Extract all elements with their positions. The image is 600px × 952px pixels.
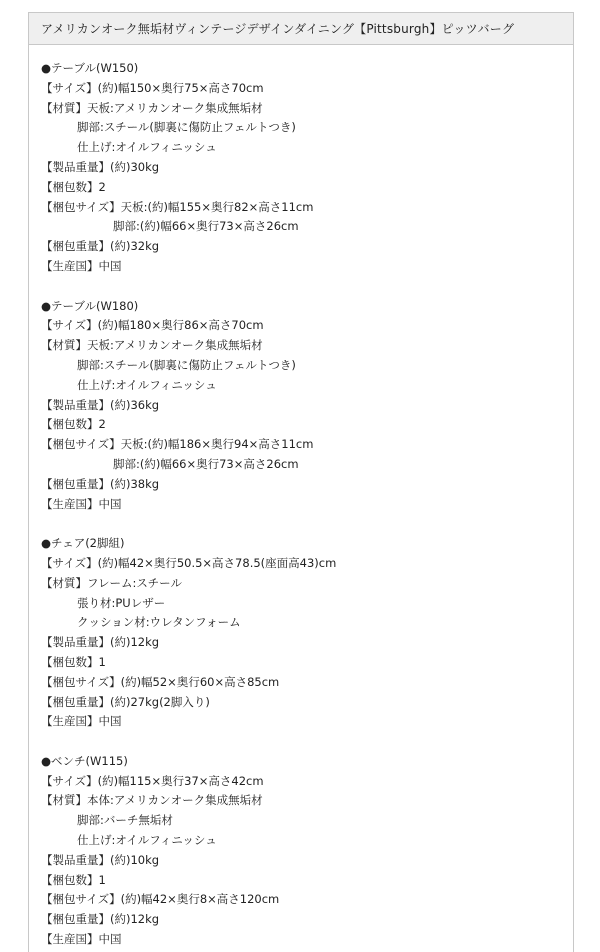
spec-line: 脚部:(約)幅66×奥行73×高さ26cm [113, 456, 299, 471]
spec-line: 仕上げ:オイルフィニッシュ [77, 833, 217, 848]
spec-line: 【梱包サイズ】(約)幅42×奥行8×高さ120cm [41, 892, 280, 907]
spec-line: 【梱包重量】(約)27kg(2脚入り) [41, 694, 210, 709]
section-title: ●チェア(2脚組) [41, 536, 125, 551]
spec-line: 脚部:スチール(脚裏に傷防止フェルトつき) [77, 120, 296, 135]
spec-line: クッション材:ウレタンフォーム [77, 615, 241, 630]
spec-line: 【梱包サイズ】天板:(約)幅155×奥行82×高さ11cm [41, 199, 314, 214]
spec-line: 【生産国】中国 [41, 932, 122, 947]
spec-header [29, 13, 573, 45]
spec-section [41, 297, 573, 515]
spec-body [29, 45, 573, 950]
spec-line: 【生産国】中国 [41, 496, 122, 511]
spec-line: 【生産国】中国 [41, 258, 122, 273]
spec-section [41, 59, 573, 277]
spec-line: 仕上げ:オイルフィニッシュ [77, 140, 217, 155]
spec-line: 【梱包サイズ】(約)幅52×奥行60×高さ85cm [41, 674, 280, 689]
spec-line: 【製品重量】(約)12kg [41, 635, 160, 650]
spec-section [41, 752, 573, 950]
spec-panel [28, 12, 574, 952]
spec-line: 【製品重量】(約)36kg [41, 397, 160, 412]
section-title: ●テーブル(W150) [41, 61, 139, 75]
spec-section [41, 534, 573, 732]
product-title: アメリカンオーク無垢材ヴィンテージデザインダイニング【Pittsburgh】ピッツバーグ [41, 22, 515, 36]
spec-line: 【梱包数】1 [41, 654, 106, 669]
spec-line: 【サイズ】(約)幅150×奥行75×高さ70cm [41, 80, 264, 95]
spec-line: 【梱包数】2 [41, 417, 106, 432]
spec-line: 【梱包数】1 [41, 872, 106, 887]
spec-line: 【梱包サイズ】天板:(約)幅186×奥行94×高さ11cm [41, 437, 314, 452]
spec-line: 【梱包重量】(約)32kg [41, 239, 160, 254]
spec-line: 【材質】本体:アメリカンオーク集成無垢材 [41, 793, 263, 808]
spec-line: 仕上げ:オイルフィニッシュ [77, 377, 217, 392]
spec-line: 【製品重量】(約)10kg [41, 852, 160, 867]
spec-line: 脚部:(約)幅66×奥行73×高さ26cm [113, 219, 299, 234]
section-title: ●ベンチ(W115) [41, 753, 128, 768]
spec-line: 【梱包数】2 [41, 179, 106, 194]
spec-line: 【材質】天板:アメリカンオーク集成無垢材 [41, 100, 263, 115]
section-title: ●テーブル(W180) [41, 298, 139, 313]
spec-line: 【生産国】中国 [41, 714, 122, 729]
spec-line: 脚部:スチール(脚裏に傷防止フェルトつき) [77, 357, 296, 372]
spec-line: 【材質】フレーム:スチール [41, 575, 182, 590]
spec-line: 【材質】天板:アメリカンオーク集成無垢材 [41, 338, 263, 353]
spec-line: 【梱包重量】(約)38kg [41, 476, 160, 491]
spec-line: 【サイズ】(約)幅42×奥行50.5×高さ78.5(座面高43)cm [41, 555, 337, 570]
spec-line: 【サイズ】(約)幅115×奥行37×高さ42cm [41, 773, 264, 788]
spec-line: 脚部:バーチ無垢材 [77, 813, 173, 828]
spec-line: 【サイズ】(約)幅180×奥行86×高さ70cm [41, 318, 264, 333]
spec-line: 【梱包重量】(約)12kg [41, 912, 160, 927]
spec-line: 張り材:PUレザー [77, 595, 166, 610]
spec-line: 【製品重量】(約)30kg [41, 159, 160, 174]
